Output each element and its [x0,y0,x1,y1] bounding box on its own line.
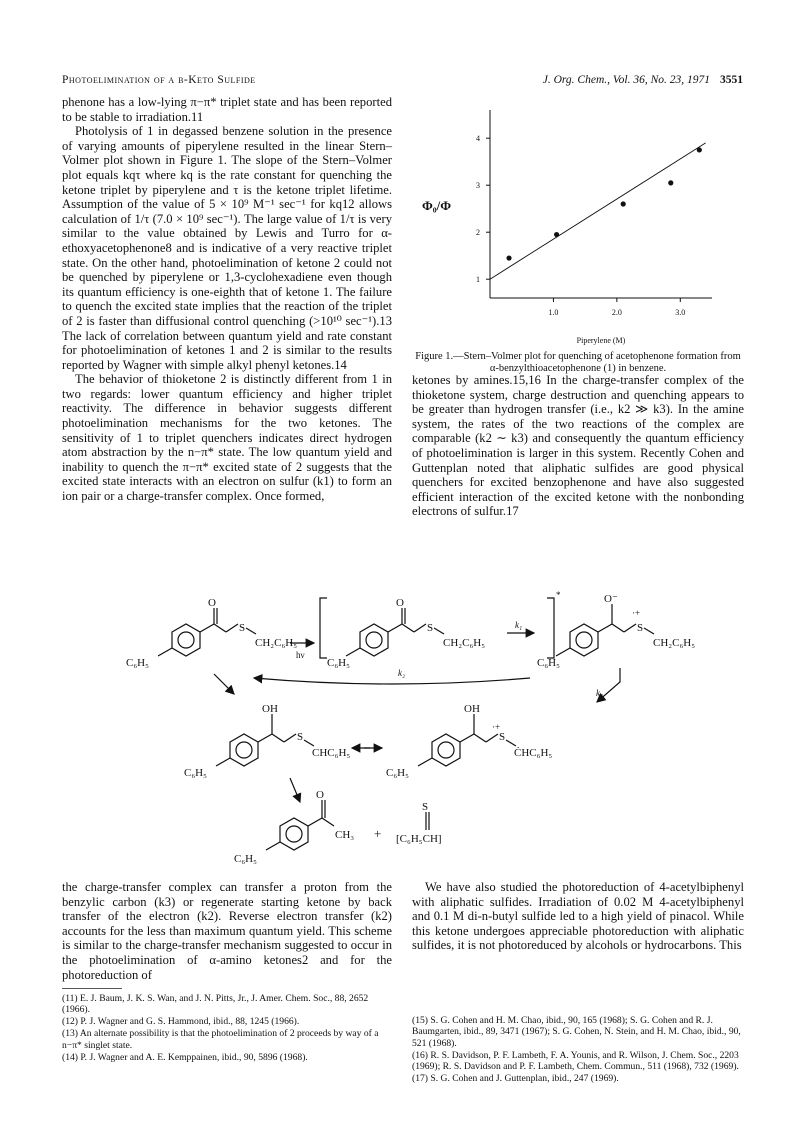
scheme-label-c6h5: C₆H₅ [327,657,350,669]
scheme-label-s: S [427,622,434,634]
footnote: (13) An alternate possibility is that the photoelimination of 2 proceeds by way of a n−π* singlet state. [62,1028,379,1051]
scheme-label-thioaldehyde: [C₆H₅CH] [396,833,442,845]
arrow-down-left [214,674,234,694]
journal-citation [543,74,743,86]
bracket-left [320,598,327,658]
scheme-label-chc6h5-radical: ĊHC₆H₅ [514,747,553,759]
scheme-label-ch2c6h5: CH₂C₆H₅ [653,637,696,649]
chart-marks [490,143,706,279]
bracket-right [547,598,554,658]
footnote: (12) P. J. Wagner and G. S. Hammond, ibid., 88, 1245 (1966). [62,1016,300,1028]
scheme-label-c6h5: C₆H₅ [537,657,560,669]
footnote: (11) E. J. Baum, J. K. S. Wan, and J. N. Pitts, Jr., J. Amer. Chem. Soc., 88, 2652 (1966). [62,993,369,1016]
data-point [621,201,626,206]
scheme-label-s-plus: ·+ [492,722,501,732]
scheme-label-ch2c6h5: CH₂C₆H₅ [255,637,298,649]
scheme-label-s: S [239,622,246,634]
scheme-label-o: O [396,597,404,609]
scheme-label-o: O [208,597,216,609]
scheme-label-k1: k₁ [515,620,523,630]
scheme-label-c6h5: C₆H₅ [184,767,207,779]
arrow-down-product [290,778,300,802]
data-point [554,232,559,237]
scheme-label-k3: k₃ [596,688,604,698]
scheme-label-ch2c6h5: CH₂C₆H₅ [443,637,486,649]
scheme-label-oh: OH [262,703,278,715]
scheme-labels [126,590,695,865]
scheme-label-star: * [556,590,561,600]
y-tick-label: 2 [476,228,480,238]
paragraph: the charge-transfer complex can transfer a proton from the benzylic carbon (k3) or regenerate starting ketone by back transfer of the electron (k2). Reverse electron transfer (k2) accounts for the less than maximum quantum yield. This scheme is similar to the charge-transfer mechanism suggested to occur in the photoelimination of α-amino ketones2 and for the photoreduction of [62,880,392,982]
y-axis-label: Φ₀/Φ [422,198,452,213]
stern-volmer-chart [412,100,744,350]
footnote: (16) R. S. Davidson, P. F. Lambeth, F. A. Younis, and R. Wilson, J. Chem. Soc., 2203 (1969); R. S. Davidson and P. F. Lambeth, Chem. Commun., 511 (1968), 732 (1969). [412,1049,739,1073]
scheme-label-plus: + [374,826,382,841]
scheme-label-o-minus: O⁻ [604,593,618,605]
paragraph: ketones by amines.15,16 In the charge-transfer complex of the thioketone system, charge destruction and quenching appears to be greater than hydrogen transfer (i.e., k2 ≫ k3). In the amine system, the rates of the two reactions of the complex are comparable (k2 ∼ k3) and consequently the quantum efficiency of photoelimination is larger in this system. Recently Cohen and Guttenplan noted that aliphatic sulfides are good physical quenchers for excited benzophenone and have also suggested efficient interaction of the excited ketone with the nonbonding electrons of sulfur.17 [412,373,744,519]
paragraph: The behavior of thioketone 2 is distinctly different from 1 in two regards: lower quantum efficiency and higher triplet reactivity. The difference in behavior suggests different photoelimination mechanisms for the two ketones. The sensitivity of 1 to triplet quenchers indicates direct hydrogen atom abstraction by the n−π* state. The low quantum yield and inability to quench the π−π* excited state of 2 suggests that the excited state interacts with an electron on sulfur (k1) to form an ion pair or a charge-transfer complex. Once formed, [62,372,392,504]
running-title: Photoelimination of a β-Keto Sulfide [62,74,256,86]
footnote: (17) S. G. Cohen and J. Guttenplan, ibid., 247 (1969). [412,1073,619,1085]
x-tick-label: 1.0 [548,308,559,317]
scheme-label-hv: hν [296,650,305,660]
data-point [668,180,673,185]
x-tick-label: 3.0 [675,308,686,317]
footnotes-left [62,993,392,1063]
left-column [62,95,392,504]
aromatic-circle [178,632,194,648]
scheme-label-chc6h5: CHC₆H₅ [312,747,351,759]
scheme-label-s-plus: ·+ [632,608,641,618]
figure-caption: Figure 1.—Stern–Volmer plot for quenching of acetophenone formation from α-benzylthioacetophenone (1) in benzene. [415,351,741,375]
scheme-label-o: O [316,789,324,801]
reaction-scheme [62,590,744,870]
benzene-ring [172,624,200,656]
y-tick-label: 4 [476,134,480,144]
paragraph: phenone has a low-lying π−π* triplet state and has been reported to be stable to irradiation.11 [62,95,392,124]
page-number: 3551 [720,74,743,86]
footnote: (15) S. G. Cohen and H. M. Chao, ibid., 90, 165 (1968); S. G. Cohen and R. J. Baumgarten, ibid., 89, 3471 (1967); S. G. Cohen, N. Stein, and H. M. Chao, ibid., 90, 521 (1968). [412,1015,741,1049]
scheme-label-c6h5: C₆H₅ [126,657,149,669]
scheme-label-s: S [422,801,429,813]
scheme-label-s: S [297,731,304,743]
scheme-label-k2: k₂ [398,668,406,678]
x-tick-label: 2.0 [611,308,622,317]
scheme-label-ch3: CH₃ [335,829,355,841]
data-point [697,147,702,152]
bottom-left-column [62,880,392,982]
data-point [506,255,511,260]
bottom-right-column [412,880,744,953]
chart-axes [422,110,712,345]
scheme-label-s: S [499,731,506,743]
right-column [412,373,744,519]
paragraph: Photolysis of 1 in degassed benzene solution in the presence of varying amounts of piperylene resulted in the linear Stern–Volmer plot shown in Figure 1. The slope of the Stern–Volmer plot equals kqτ where kq is the rate constant for quenching the ketone triplet by piperylene and τ is the ketone triplet lifetime. Assumption of the value of 5 × 10⁹ M⁻¹ sec⁻¹ for kq12 allows calculation of 1/τ (7.0 × 10⁹ sec⁻¹). The large value of 1/τ is very similar to the value obtained by Lewis and Turro for α-ethoxyacetophenone8 and is indicative of a very reactive triplet state. On the other hand, photoelimination of ketone 2 could not be quenched by piperylene or 1,3-cyclohexadiene even though its quantum efficiency is one-eighth that of ketone 1. The failure to quench the excited state implies that the reaction of the triplet of 2 is faster than diffusional control quenching (>10¹⁰ sec⁻¹).13 The lack of correlation between quantum yield and rate constant for photoelimination of ketones 1 and 2 is similar to the results reported by Wagner with simple alkyl phenyl ketones.14 [62,124,392,372]
x-axis-label: Piperylene (M) [576,336,626,345]
footnotes-right [412,1015,744,1085]
footnote-rule [62,988,122,989]
y-tick-label: 1 [476,275,480,285]
y-tick-label: 3 [476,181,480,191]
arrow-k2 [254,678,530,684]
scheme-label-s: S [637,622,644,634]
paragraph: We have also studied the photoreduction of 4-acetylbiphenyl with aliphatic sulfides. Irradiation of 0.02 M 4-acetylbiphenyl and 0.1 M di-n-butyl sulfide led to a high yield of pinacol. While this ketone undergoes appreciable photoreduction with aliphatic sulfides, it is not photoreduced by alcohols or hydrocarbons. This [412,880,744,953]
scheme-label-c6h5: C₆H₅ [386,767,409,779]
footnote: (14) P. J. Wagner and A. E. Kemppainen, ibid., 90, 5896 (1968). [62,1051,308,1063]
fit-line [490,143,706,279]
journal-name: J. Org. Chem., Vol. 36, No. 23, 1971 [542,74,710,86]
scheme-label-oh: OH [464,703,480,715]
scheme-label-c6h5: C₆H₅ [234,853,257,865]
